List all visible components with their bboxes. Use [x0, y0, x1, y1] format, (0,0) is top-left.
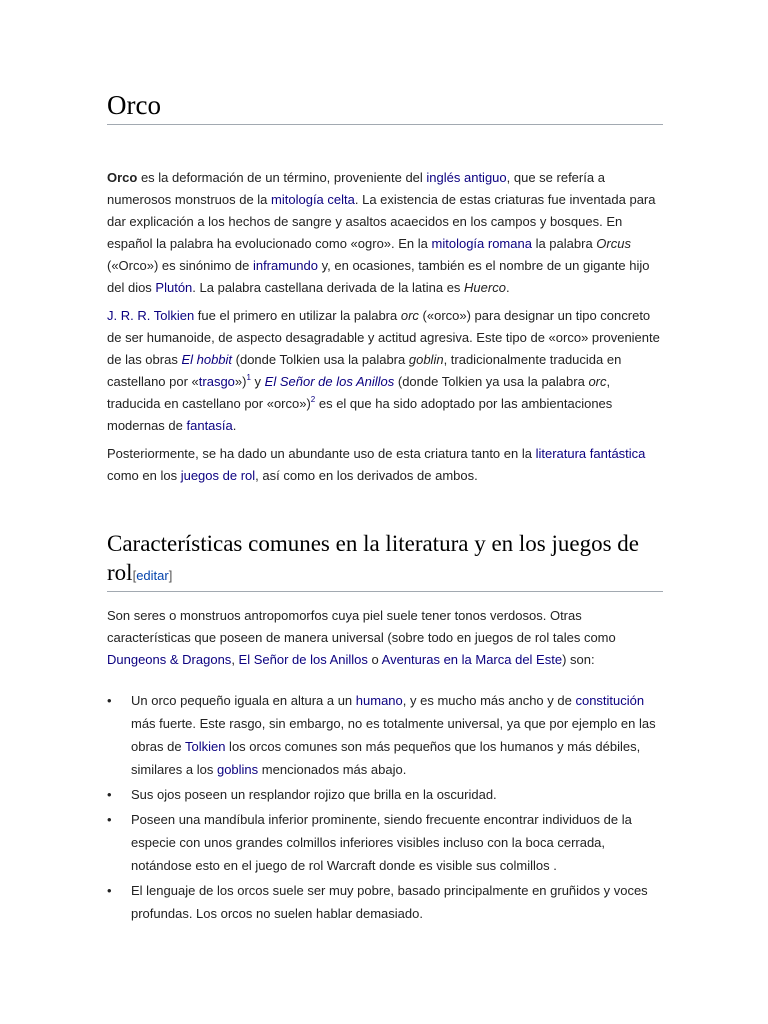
link-goblins[interactable]: goblins: [216, 762, 259, 777]
italic-huerco: Huerco: [464, 280, 506, 295]
text: y: [250, 374, 265, 389]
link-humano[interactable]: humano: [355, 693, 403, 708]
text: , y es mucho más ancho y de: [402, 693, 576, 708]
italic-orcus: Orcus: [596, 236, 631, 251]
text: Sus ojos poseen un resplandor rojizo que brilla en la oscuridad.: [131, 787, 497, 802]
bracket-open: [: [132, 568, 137, 583]
section-header: [107, 529, 663, 592]
text: , que se refería a numerosos monstruos de la: [107, 170, 605, 207]
edit-section: [133, 568, 173, 583]
text: Poseen una mandíbula inferior prominente, siendo frecuente encontrar individuos de la especie con unos grandes colmillos inferiores visibles incluso con la boca cerrada, notándose esto en el juego de rol Warcraft donde es visible sus colmillos .: [131, 812, 632, 873]
italic-orc: orc: [400, 308, 419, 323]
link-el-senor-de-los-anillos-2[interactable]: El Señor de los Anillos: [238, 652, 368, 667]
list-item: [107, 879, 663, 925]
text: , tradicionalmente traducida en castellano por «: [107, 352, 622, 389]
intro-paragraph-1: [107, 167, 663, 299]
text: mencionados más abajo.: [258, 762, 407, 777]
characteristics-list: [107, 689, 663, 925]
text: («orco») para designar un tipo concreto de ser humanoide, de aspecto desagradable y actitud agresiva. Este tipo de «orco» proveniente de las obras: [107, 308, 660, 367]
text: (donde Tolkien usa la palabra: [232, 352, 409, 367]
text: Un orco pequeño iguala en altura a un: [131, 693, 356, 708]
italic-lotr: El Señor de los Anillos: [264, 374, 395, 389]
text: ) son:: [562, 652, 595, 667]
section-heading: [107, 529, 663, 592]
intro-paragraph-2: [107, 305, 663, 437]
link-inframundo[interactable]: inframundo: [252, 258, 318, 273]
link-trasgo[interactable]: trasgo: [198, 374, 235, 389]
reference-1[interactable]: 1: [246, 373, 251, 382]
text: fue el primero en utilizar la palabra: [194, 308, 401, 323]
link-dungeons-dragons[interactable]: Dungeons & Dragons: [107, 652, 232, 667]
bullet-icon: •: [107, 812, 112, 827]
text: los orcos comunes son más pequeños que los humanos y más débiles, similares a los: [131, 739, 641, 777]
text: es la deformación de un término, proveniente del: [137, 170, 427, 185]
text: .: [232, 418, 237, 433]
section-title: Características comunes en la literatura y en los juegos de rol: [107, 531, 639, 585]
text: o: [367, 652, 382, 667]
bullet-icon: •: [107, 787, 112, 802]
link-tolkien[interactable]: J. R. R. Tolkien: [107, 308, 195, 323]
text: , así como en los derivados de ambos.: [255, 468, 478, 483]
text: es el que ha sido adoptado por las ambientaciones modernas de: [107, 396, 613, 433]
list-item: [107, 689, 663, 781]
text: más fuerte. Este rasgo, sin embargo, no es totalmente universal, ya que por ejemplo en las obras de: [131, 716, 656, 754]
link-mitologia-romana[interactable]: mitología romana: [431, 236, 532, 251]
link-aventuras-marca-este[interactable]: Aventuras en la Marca del Este: [381, 652, 563, 667]
text: (donde Tolkien ya usa la palabra: [394, 374, 589, 389]
link-fantasia[interactable]: fantasía: [186, 418, 233, 433]
list-item: [107, 783, 663, 806]
link-pluton[interactable]: Plutón: [155, 280, 193, 295]
article: [107, 88, 663, 927]
reference-2[interactable]: 2: [310, 395, 316, 404]
list-item: [107, 808, 663, 877]
link-el-senor-de-los-anillos[interactable]: [265, 374, 395, 389]
text: Posteriormente, se ha dado un abundante uso de esta criatura tanto en la: [107, 446, 536, 461]
bracket-close: ]: [168, 568, 173, 583]
text: la palabra: [531, 236, 597, 251]
edit-link[interactable]: editar: [136, 568, 169, 583]
page-title: Orco: [107, 88, 663, 125]
text: , traducida en castellano por «orco»): [107, 374, 611, 411]
text: Son seres o monstruos antropomorfos cuya piel suele tener tonos verdosos. Otras características que poseen de manera universal (sobre todo en juegos de rol tales como: [107, 608, 616, 645]
link-constitucion[interactable]: constitución: [575, 693, 645, 708]
text: como en los: [107, 468, 181, 483]
link-el-hobbit[interactable]: [181, 352, 232, 367]
text: .: [505, 280, 510, 295]
text: ,: [231, 652, 239, 667]
text: »): [234, 374, 247, 389]
section-paragraph: [107, 605, 663, 671]
text: . La existencia de estas criaturas fue inventada para dar explicación a los hechos de sangre y asaltos acaecidos en los campos y bosques. En español la palabra ha evolucionado como «ogro». En la: [107, 192, 656, 251]
link-mitologia-celta[interactable]: mitología celta: [271, 192, 355, 207]
intro-paragraph-3: [107, 443, 663, 487]
link-juegos-de-rol[interactable]: juegos de rol: [180, 468, 256, 483]
term-bold: Orco: [107, 170, 138, 185]
link-tolkien-2[interactable]: Tolkien: [184, 739, 226, 754]
italic-goblin: goblin: [408, 352, 444, 367]
bullet-icon: •: [107, 693, 112, 708]
text: («Orco») es sinónimo de: [107, 258, 253, 273]
text: El lenguaje de los orcos suele ser muy pobre, basado principalmente en gruñidos y voces profundas. Los orcos no suelen hablar demasiado.: [131, 883, 648, 921]
link-literatura-fantastica[interactable]: literatura fantástica: [535, 446, 646, 461]
italic-orc-2: orc: [588, 374, 607, 389]
text: . La palabra castellana derivada de la latina es: [192, 280, 465, 295]
italic-el-hobbit: El hobbit: [181, 352, 233, 367]
link-ingles-antiguo[interactable]: inglés antiguo: [426, 170, 507, 185]
text: y, en ocasiones, también es el nombre de un gigante hijo del dios: [107, 258, 650, 295]
bullet-icon: •: [107, 883, 112, 898]
